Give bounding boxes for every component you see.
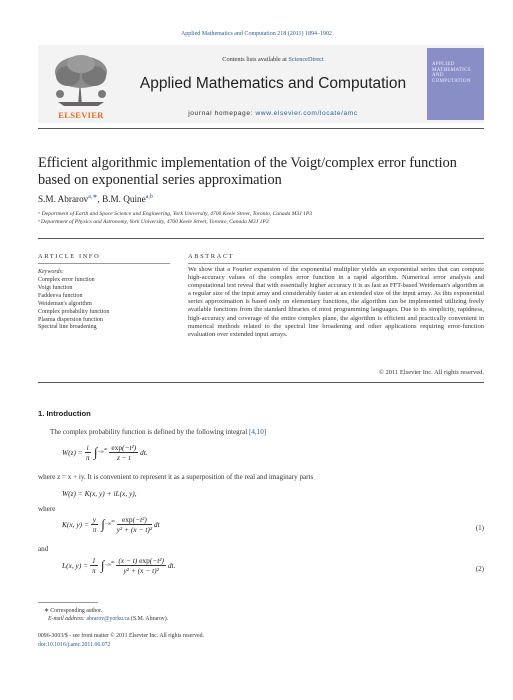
- equation-w: W(z) = $\frac{i}{\pi}$ ∫−∞∞ $\frac{\text{exp(−t²)}}{z - t}$ dt.: [62, 443, 148, 462]
- intro-text: The complex probability function is defined by the following integral: [50, 428, 249, 436]
- issn-line: 0096-3003/$ - see front matter © 2011 Elsevier Inc. All rights reserved.: [38, 633, 204, 639]
- keyword-item: Faddeeva function: [38, 292, 83, 299]
- intro-paragraph-1: [50, 428, 266, 436]
- keyword-item: Weideman's algorithm: [38, 300, 92, 307]
- reference-link[interactable]: [4,10]: [248, 428, 267, 436]
- section-heading-introduction: 1. Introduction: [38, 409, 91, 418]
- header-divider: [38, 128, 484, 129]
- email-suffix: (S.M. Abrarov).: [129, 616, 169, 622]
- abstract-divider: [188, 263, 484, 264]
- equation-w-decomposition: W(z) = K(x, y) + iL(x, y),: [62, 489, 137, 498]
- email-link[interactable]: abrarov@yorku.ca: [86, 616, 130, 622]
- journal-citation[interactable]: Applied Mathematics and Computation 218 (2011) 1894–1902: [180, 31, 333, 37]
- keyword-item: Plasma dispersion function: [38, 316, 103, 323]
- tree-icon: [38, 50, 124, 108]
- paper-title: Efficient algorithmic implementation of the Voigt/complex error function based on exponential series approximation: [38, 155, 457, 188]
- author-quine: B.M. Quine: [102, 194, 146, 205]
- keyword-item: Voigt function: [38, 284, 73, 291]
- corresponding-author-note: ∗ Corresponding author.: [44, 608, 103, 614]
- email-label: E-mail address:: [48, 616, 87, 622]
- author-quine-affiliation-marks[interactable]: a,b: [145, 194, 153, 200]
- title-divider: [38, 238, 484, 239]
- equation-number-1: (1): [475, 524, 484, 532]
- author-abrarov: S.M. Abrarov: [38, 194, 89, 205]
- abstract-text: We show that a Fourier expansion of the exponential multiplier yields an exponential series that can compute high-accuracy values of the complex error function in a rapid algorithm. Numerical error analysis and computational test reveal that with essentially higher accuracy it is as fast as FFT-based Weideman's algorithm at a regular size of the input array and considerably faster at an extended size of the input array. As this exponential series approximation is based only on elementary functions, the algorithm can be implemented utilizing freely available functions from the standard libraries of most programming languages. Due to its simplicity, rapidness, high-accuracy and coverage of the entire complex plane, the algorithm is efficient and practically convenient in numerical methods related to the spectral line broadening and other applications requiring error-function evaluation over extended input arrays.: [188, 266, 484, 338]
- homepage-prefix: journal homepage:: [188, 110, 256, 117]
- affiliation-b: ᵇ Department of Physics and Astronomy, York University, 4700 Keele Street, Toronto, Canada M3J 1P3: [38, 219, 269, 225]
- cover-title: APPLIED MATHEMATICS AND COMPUTATION: [432, 62, 471, 84]
- author-line: [38, 193, 153, 204]
- article-info-divider: [38, 263, 170, 264]
- equation-k: K(x, y) = $\frac{y}{\pi}$ ∫−∞∞ $\frac{\text{exp(−t²)}}{\text{y² + (x − t)²}}$ dt: [62, 515, 160, 534]
- copyright-notice: © 2011 Elsevier Inc. All rights reserved.: [378, 369, 484, 376]
- abstract-bottom-divider: [38, 382, 484, 383]
- equation-number-2: (2): [475, 565, 484, 573]
- abstract-heading: ABSTRACT: [188, 253, 235, 260]
- affiliation-a: ᵃ Department of Earth and Space Science and Engineering, York University, 4700 Keele Street, Toronto, Canada M3J 1P3: [38, 211, 313, 217]
- intro-where-2: where: [38, 505, 56, 513]
- keyword-item: Complex probability function: [38, 308, 110, 315]
- keyword-item: Complex error function: [38, 277, 95, 283]
- keywords-list: [38, 277, 109, 332]
- keyword-item: Spectral line broadening: [38, 324, 97, 331]
- author-separator: ,: [97, 194, 103, 205]
- doi-link[interactable]: doi:10.1016/j.amc.2011.06.072: [38, 642, 111, 648]
- footnote-divider: [38, 602, 98, 603]
- journal-homepage: [128, 110, 418, 117]
- author-abrarov-affiliation-marks[interactable]: a,∗: [88, 194, 98, 200]
- sciencedirect-link[interactable]: ScienceDirect: [288, 56, 324, 63]
- intro-where-1: where z = x + iy. It is convenient to represent it as a superposition of the real and imaginary parts: [38, 473, 314, 481]
- contents-line: [150, 56, 396, 63]
- contents-prefix: Contents lists available at: [222, 56, 289, 63]
- publisher-logo-text: ELSEVIER: [58, 110, 104, 120]
- keywords-label: Keywords:: [38, 269, 64, 275]
- equation-l: L(x, y) = $\frac{1}{\pi}$ ∫−∞∞ $\frac{\text{(x − t) exp(−t²)}}{\text{y² + (x − t)²}}$ dt.: [62, 556, 176, 575]
- email-note: [48, 616, 168, 622]
- article-info-heading: ARTICLE INFO: [38, 253, 101, 260]
- intro-and: and: [38, 545, 49, 553]
- homepage-link[interactable]: www.elsevier.com/locate/amc: [255, 110, 358, 117]
- journal-cover-image: [427, 48, 484, 120]
- journal-title: Applied Mathematics and Computation: [139, 75, 407, 92]
